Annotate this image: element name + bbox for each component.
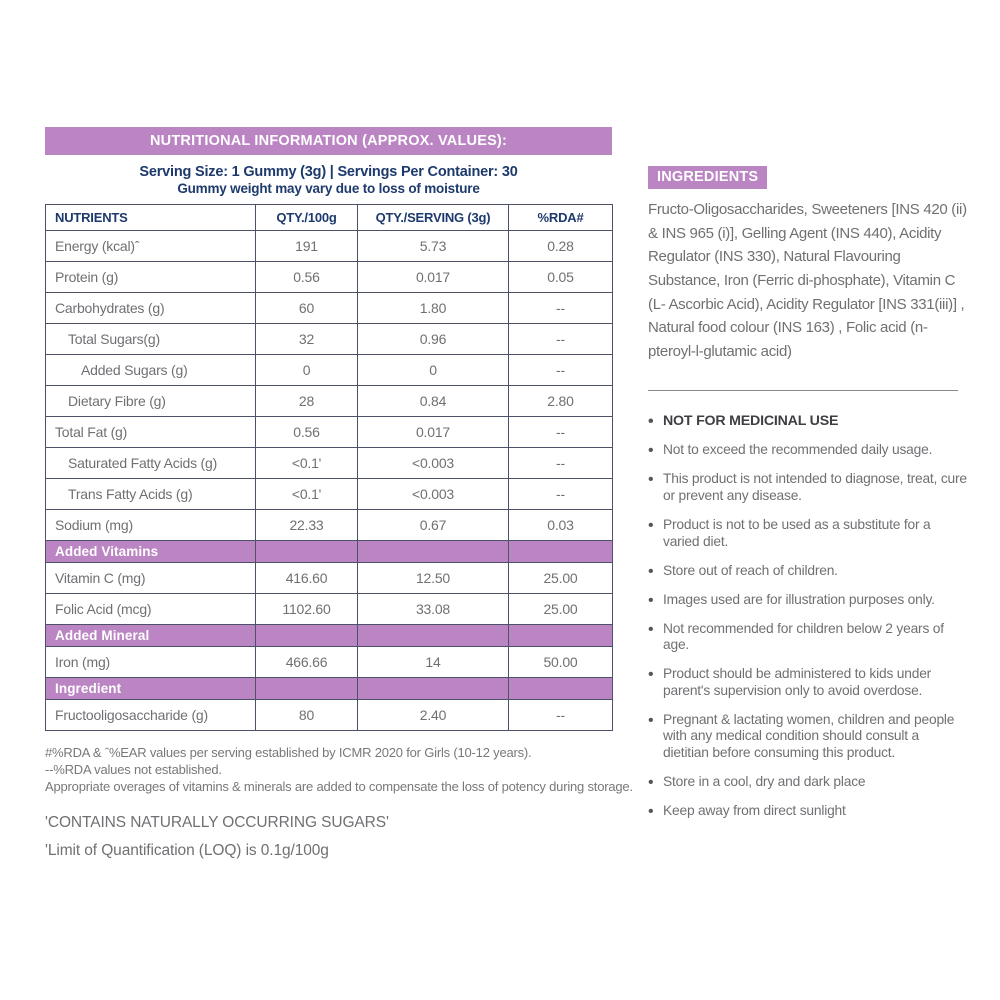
- nutrition-table-body: [46, 231, 613, 731]
- nutrient-value: 60: [256, 293, 358, 324]
- nutrient-label: Trans Fatty Acids (g): [46, 479, 256, 510]
- nutrient-value: <0.003: [358, 448, 509, 479]
- footnote-line: --%RDA values not established.: [45, 761, 222, 777]
- table-row: [46, 324, 613, 355]
- nutrient-value: --: [509, 479, 613, 510]
- nutrient-label: Sodium (mg): [46, 510, 256, 541]
- nutrient-label: Protein (g): [46, 262, 256, 293]
- nutrient-value: 0: [256, 355, 358, 386]
- section-cell-empty: [256, 625, 358, 647]
- bottom-note-line: 'Limit of Quantification (LOQ) is 0.1g/100g: [45, 841, 329, 859]
- nutrient-value: 1102.60: [256, 594, 358, 625]
- nutrient-value: --: [509, 700, 613, 731]
- nutrient-value: 80: [256, 700, 358, 731]
- section-cell-empty: [358, 541, 509, 563]
- table-row: [46, 479, 613, 510]
- nutrient-value: 22.33: [256, 510, 358, 541]
- nutrient-value: 1.80: [358, 293, 509, 324]
- nutrient-value: --: [509, 448, 613, 479]
- advisory-list: [648, 413, 968, 820]
- nutrient-value: 0.67: [358, 510, 509, 541]
- nutrient-value: 466.66: [256, 647, 358, 678]
- nutrient-value: 5.73: [358, 231, 509, 262]
- section-cell-empty: [256, 678, 358, 700]
- nutrient-value: 0.05: [509, 262, 613, 293]
- ingredients-panel: [648, 166, 968, 832]
- nutrient-value: 0.03: [509, 510, 613, 541]
- advisory-item: • This product is not intended to diagnose, treat, cure or prevent any disease.: [648, 471, 968, 504]
- advisory-item: • Product is not to be used as a substitute for a varied diet.: [648, 517, 968, 550]
- advisory-item: • Pregnant & lactating women, children and people with any medical condition should consult a dietitian before consuming this product.: [648, 712, 968, 762]
- nutrient-label: Dietary Fibre (g): [46, 386, 256, 417]
- table-row: [46, 448, 613, 479]
- gummy-weight-note: Gummy weight may vary due to loss of moisture: [177, 181, 480, 196]
- nutrient-value: <0.1': [256, 448, 358, 479]
- table-section-row: [46, 625, 613, 647]
- table-row: [46, 594, 613, 625]
- section-divider: [648, 390, 958, 391]
- table-row: [46, 700, 613, 731]
- header-qty-serving: QTY./SERVING (3g): [358, 205, 509, 231]
- nutrient-value: 32: [256, 324, 358, 355]
- nutrient-value: 0.56: [256, 417, 358, 448]
- nutrient-label: Iron (mg): [46, 647, 256, 678]
- nutrient-value: 0.96: [358, 324, 509, 355]
- section-cell-empty: [256, 541, 358, 563]
- nutrient-value: 2.40: [358, 700, 509, 731]
- footnote-line: Appropriate overages of vitamins & minerals are added to compensate the loss of potency during storage.: [45, 778, 633, 794]
- header-nutrients: NUTRIENTS: [46, 205, 256, 231]
- header-rda: %RDA#: [509, 205, 613, 231]
- ingredients-heading: INGREDIENTS: [648, 166, 767, 189]
- section-cell-empty: [358, 678, 509, 700]
- table-row: [46, 417, 613, 448]
- section-label: Added Vitamins: [46, 541, 256, 563]
- section-label: Ingredient: [46, 678, 256, 700]
- nutrient-value: 33.08: [358, 594, 509, 625]
- nutrient-value: 0.84: [358, 386, 509, 417]
- nutrient-label: Vitamin C (mg): [46, 563, 256, 594]
- section-cell-empty: [509, 678, 613, 700]
- nutrient-value: 14: [358, 647, 509, 678]
- nutrient-value: 0.28: [509, 231, 613, 262]
- table-row: [46, 647, 613, 678]
- nutrient-label: Fructooligosaccharide (g): [46, 700, 256, 731]
- nutrient-value: <0.1': [256, 479, 358, 510]
- nutrient-value: 0.017: [358, 417, 509, 448]
- bottom-note-line: 'CONTAINS NATURALLY OCCURRING SUGARS': [45, 813, 389, 831]
- table-row: [46, 510, 613, 541]
- table-row: [46, 262, 613, 293]
- serving-size-line: Serving Size: 1 Gummy (3g) | Servings Per Container: 30: [139, 164, 518, 180]
- table-row: [46, 563, 613, 594]
- nutrient-value: 0: [358, 355, 509, 386]
- nutrient-label: Energy (kcal)ˆ: [46, 231, 256, 262]
- table-row: [46, 386, 613, 417]
- advisory-item: • Store out of reach of children.: [648, 563, 968, 580]
- nutrient-value: <0.003: [358, 479, 509, 510]
- table-footnotes: [45, 745, 633, 796]
- advisory-item: • Images used are for illustration purposes only.: [648, 592, 968, 609]
- nutrient-label: Total Fat (g): [46, 417, 256, 448]
- nutrient-value: --: [509, 417, 613, 448]
- nutrient-label: Carbohydrates (g): [46, 293, 256, 324]
- table-section-row: [46, 541, 613, 563]
- section-cell-empty: [509, 625, 613, 647]
- nutrition-title-bar: NUTRITIONAL INFORMATION (APPROX. VALUES):: [45, 127, 612, 155]
- nutrition-panel: [45, 127, 633, 870]
- table-row: [46, 293, 613, 324]
- nutrient-value: 12.50: [358, 563, 509, 594]
- advisory-item: • Keep away from direct sunlight: [648, 803, 968, 820]
- advisory-item: • NOT FOR MEDICINAL USE: [648, 413, 968, 430]
- nutrient-value: 0.56: [256, 262, 358, 293]
- table-row: [46, 231, 613, 262]
- nutrient-label: Added Sugars (g): [46, 355, 256, 386]
- nutrient-value: 50.00: [509, 647, 613, 678]
- nutrient-value: 25.00: [509, 563, 613, 594]
- advisory-item: • Store in a cool, dry and dark place: [648, 774, 968, 791]
- nutrient-label: Saturated Fatty Acids (g): [46, 448, 256, 479]
- header-qty-100g: QTY./100g: [256, 205, 358, 231]
- nutrient-value: 0.017: [358, 262, 509, 293]
- table-section-row: [46, 678, 613, 700]
- nutrient-label: Folic Acid (mcg): [46, 594, 256, 625]
- section-cell-empty: [358, 625, 509, 647]
- ingredients-list-text: Fructo-Oligosaccharides, Sweeteners [INS 420 (ii) & INS 965 (i)], Gelling Agent (INS 440), Acidity Regulator (INS 330), Natural Flavouring Substance, Iron (Ferric di-phosphate), Vitamin C (L- Ascorbic Acid), Acidity Regulator [INS 331(iii)] , Natural food colour (INS 163) , Folic acid (n- pteroyl-l-glutamic acid): [648, 201, 967, 361]
- section-label: Added Mineral: [46, 625, 256, 647]
- nutrient-value: --: [509, 355, 613, 386]
- nutrition-table-header-row: [46, 205, 613, 231]
- nutrition-table: [45, 204, 613, 731]
- advisory-item: • Not recommended for children below 2 years of age.: [648, 621, 968, 654]
- nutrient-value: 25.00: [509, 594, 613, 625]
- table-row: [46, 355, 613, 386]
- nutrient-label: Total Sugars(g): [46, 324, 256, 355]
- section-cell-empty: [509, 541, 613, 563]
- bottom-notes: [45, 814, 612, 860]
- advisory-item: • Product should be administered to kids under parent's supervision only to avoid overdose.: [648, 666, 968, 699]
- footnote-line: #%RDA & ˆ%EAR values per serving established by ICMR 2020 for Girls (10-12 years).: [45, 745, 532, 760]
- nutrient-value: --: [509, 324, 613, 355]
- nutrient-value: 28: [256, 386, 358, 417]
- nutrient-value: 416.60: [256, 563, 358, 594]
- advisory-item: • Not to exceed the recommended daily usage.: [648, 442, 968, 459]
- nutrient-value: 2.80: [509, 386, 613, 417]
- nutrient-value: 191: [256, 231, 358, 262]
- nutrient-value: --: [509, 293, 613, 324]
